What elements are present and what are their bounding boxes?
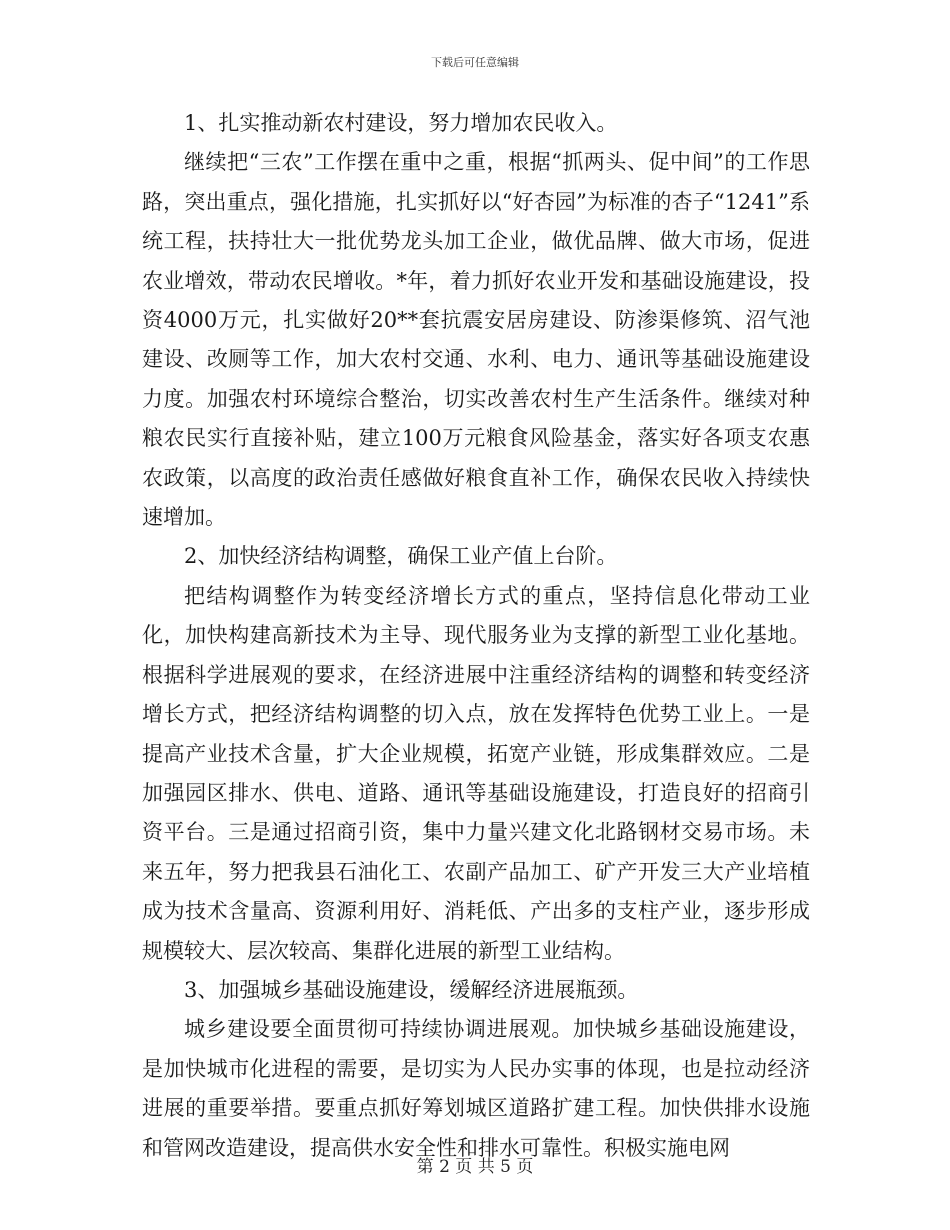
page-number-footer: 第 2 页 共 5 页 [416,1157,534,1177]
document-body [142,104,810,1168]
section-heading-1: 1、扎实推动新农村建设，努力增加农民收入。 [184,111,618,135]
section-heading-2: 2、加快经济结构调整，确保工业产值上台阶。 [184,544,618,569]
paragraph-3: 城乡建设要全面贯彻可持续协调进展观。加快城乡基础设施建设，是加快城市化进程的需要，是切实为人民办实事的体现，也是拉动经济进展的重要举措。要重点抓好筹划城区道路扩建工程。加快供排水设施和管网改造建设，提高供水安全性和排水可靠性。积极实施电网 [142,1017,810,1160]
header-note: 下载后可任意编辑 [431,56,519,69]
paragraph-1: 继续把“三农”工作摆在重中之重，根据“抓两头、促中间”的工作思路，突出重点，强化措施，扎实抓好以“好杏园”为标准的杏子“1241”系统工程，扶持壮大一批优势龙头加工企业，做优品牌、做大市场，促进农业增效，带动农民增收。*年，着力抓好农业开发和基础设施建设，投资4000万元，扎实做好20**套抗震安居房建设、防渗渠修筑、沼气池建设、改厕等工作，加大农村交通、水利、电力、通讯等基础设施建设力度。加强农村环境综合整治，切实改善农村生产生活条件。继续对种粮农民实行直接补贴，建立100万元粮食风险基金，落实好各项支农惠农政策，以高度的政治责任感做好粮食直补工作，确保农民收入持续快速增加。 [142,150,810,530]
section-heading-3: 3、加强城乡基础设施建设，缓解经济进展瓶颈。 [184,977,639,1002]
paragraph-2: 把结构调整作为转变经济增长方式的重点，坚持信息化带动工业化，加快构建高新技术为主导、现代服务业为支撑的新型工业化基地。根据科学进展观的要求，在经济进展中注重经济结构的调整和转变经济增长方式，把经济结构调整的切入点，放在发挥特色优势工业上。一是提高产业技术含量，扩大企业规模，拓宽产业链，形成集群效应。二是加强园区排水、供电、道路、通讯等基础设施建设，打造良好的招商引资平台。三是通过招商引资，集中力量兴建文化北路钢材交易市场。未来五年，努力把我县石油化工、农副产品加工、矿产开发三大产业培植成为技术含量高、资源利用好、消耗低、产出多的支柱产业，逐步形成规模较大、层次较高、集群化进展的新型工业结构。 [142,583,810,963]
